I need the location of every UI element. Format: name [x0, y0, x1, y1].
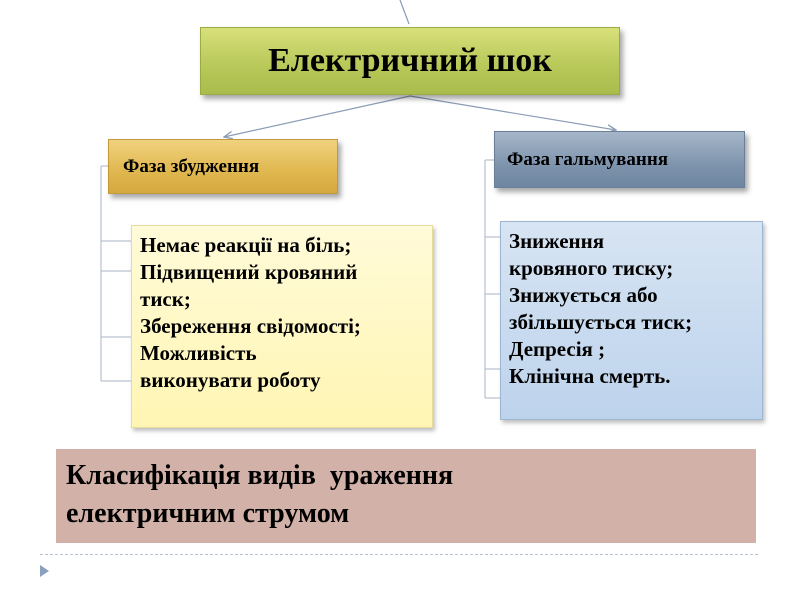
phase-excitation-node: [108, 139, 338, 194]
inhibition-line: Клінічна смерть.: [509, 364, 671, 388]
inhibition-line: кровяного тиску;: [509, 256, 674, 280]
phase-inhibition-label: Фаза гальмування: [507, 148, 669, 170]
caption-line-2: електричним струмом: [66, 498, 350, 529]
arrow-to-left-phase: [224, 96, 410, 137]
excitation-line: тиск;: [140, 287, 191, 311]
incoming-arrow: [400, 0, 409, 24]
excitation-line: Немає реакції на біль;: [140, 233, 352, 257]
slide-caption: [56, 449, 756, 543]
root-node-electric-shock: [200, 27, 620, 95]
excitation-line: виконувати роботу: [140, 368, 321, 392]
footer-divider: [40, 554, 758, 555]
slide-bullet-triangle-icon: [40, 565, 49, 577]
inhibition-line: Знижується або: [509, 283, 658, 307]
excitation-symptoms-box: [131, 225, 433, 428]
arrow-to-right-phase: [410, 96, 616, 130]
phase-inhibition-node: [494, 131, 745, 188]
excitation-line: Підвищений кровяний: [140, 260, 358, 284]
inhibition-line: збільшується тиск;: [509, 310, 693, 334]
phase-excitation-label: Фаза збудження: [123, 155, 260, 177]
left-bracket: [101, 166, 131, 381]
inhibition-line: Депресія ;: [509, 337, 606, 361]
excitation-line: Можливість: [140, 341, 257, 365]
right-bracket: [485, 160, 500, 398]
inhibition-line: Зниження: [509, 229, 605, 253]
caption-line-1: Класифікація видів ураження: [66, 460, 454, 491]
root-node-label: Електричний шок: [268, 42, 552, 79]
inhibition-symptoms-box: [500, 221, 763, 420]
excitation-line: Збереження свідомості;: [140, 314, 361, 338]
